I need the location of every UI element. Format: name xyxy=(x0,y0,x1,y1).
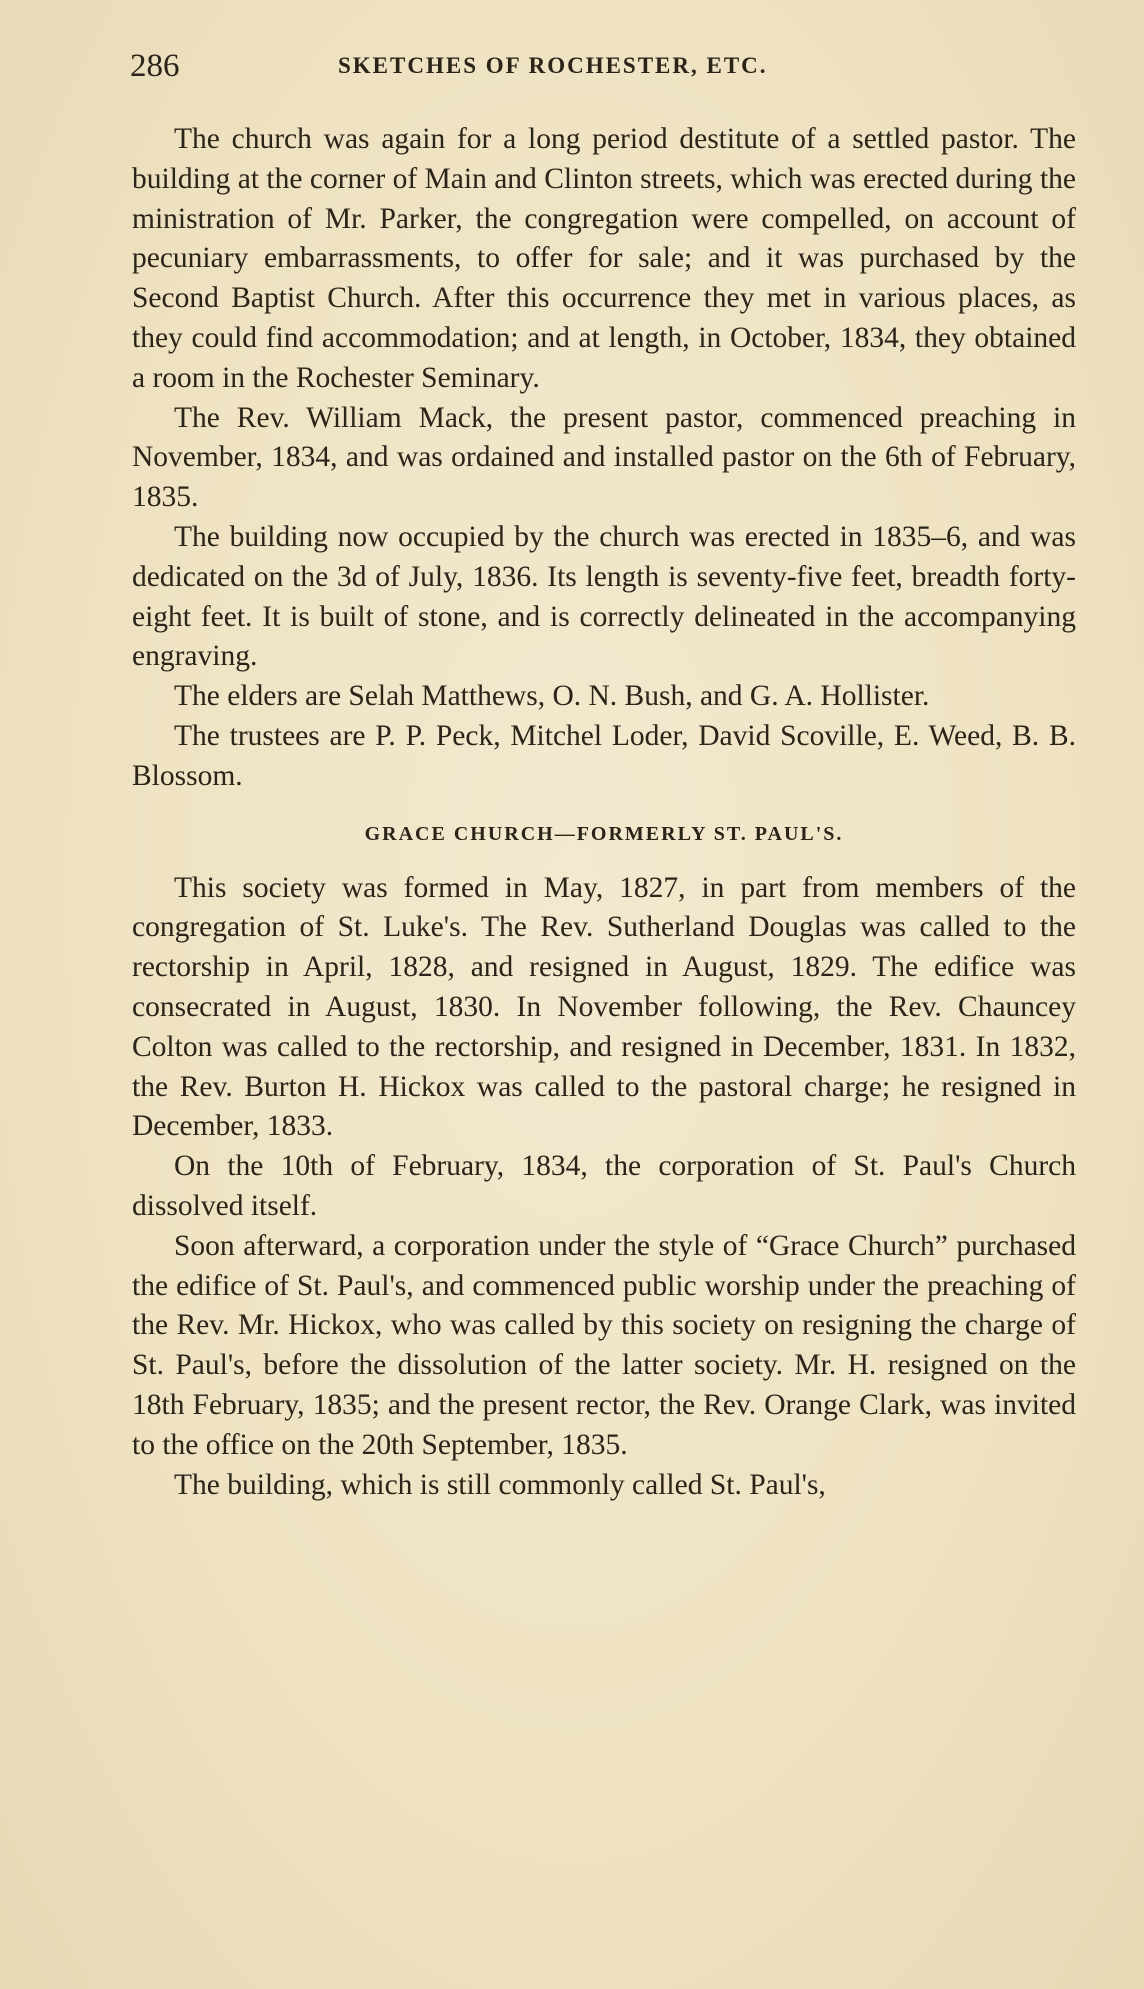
paragraph: This society was formed in May, 1827, in part from members of the congregation of St. Luke's. The Rev. Sutherland Douglas was called to the rectorship in April, 1828, and resigned in August, 1829. The edifice was consecrated in August, 1830. In November following, the Rev. Chauncey Colton was called to the rectorship, and resigned in December, 1831. In 1832, the Rev. Burton H. Hickox was called to the pastoral charge; he resigned in December, 1833. xyxy=(132,871,1076,1143)
section-heading: GRACE CHURCH—FORMERLY ST. PAUL'S. xyxy=(364,822,844,845)
paragraph: The building, which is still commonly called St. Paul's, xyxy=(174,1468,826,1501)
paragraph: The elders are Selah Matthews, O. N. Bush, and G. A. Hollister. xyxy=(174,680,930,713)
page-number: 286 xyxy=(130,48,180,84)
running-title: SKETCHES OF ROCHESTER, ETC. xyxy=(338,53,768,78)
paragraph: On the 10th of February, 1834, the corporation of St. Paul's Church dissolved itself. xyxy=(132,1150,1076,1222)
running-head xyxy=(130,46,910,86)
paragraph: The building now occupied by the church was erected in 1835–6, and was dedicated on the 3d of July, 1836. Its length is seventy-five feet, breadth forty-eight feet. It is built of stone, and is correctly delineated in the accompanying engraving. xyxy=(132,520,1076,673)
paragraph: The trustees are P. P. Peck, Mitchel Loder, David Scoville, E. Weed, B. B. Blossom. xyxy=(132,719,1076,792)
paragraph: Soon afterward, a corporation under the style of “Grace Church” purchased the edifice of St. Paul's, and commenced public worship under the preaching of the Rev. Mr. Hickox, who was called by this society on resigning the charge of St. Paul's, before the dissolution of the latter society. Mr. H. resigned on the 18th February, 1835; and the present rector, the Rev. Orange Clark, was invited to the office on the 20th September, 1835. xyxy=(132,1229,1076,1461)
body-text xyxy=(132,120,1076,1505)
paragraph: The Rev. William Mack, the present pastor, commenced preaching in November, 1834, and was ordained and installed pastor on the 6th of February, 1835. xyxy=(132,401,1076,514)
paragraph: The church was again for a long period destitute of a settled pastor. The building at the corner of Main and Clinton streets, which was erected during the ministration of Mr. Parker, the congregation were compelled, on account of pecuniary embarrassments, to offer for sale; and it was purchased by the Second Baptist Church. After this occurrence they met in various places, as they could find accommodation; and at length, in October, 1834, they obtained a room in the Rochester Seminary. xyxy=(132,123,1076,394)
